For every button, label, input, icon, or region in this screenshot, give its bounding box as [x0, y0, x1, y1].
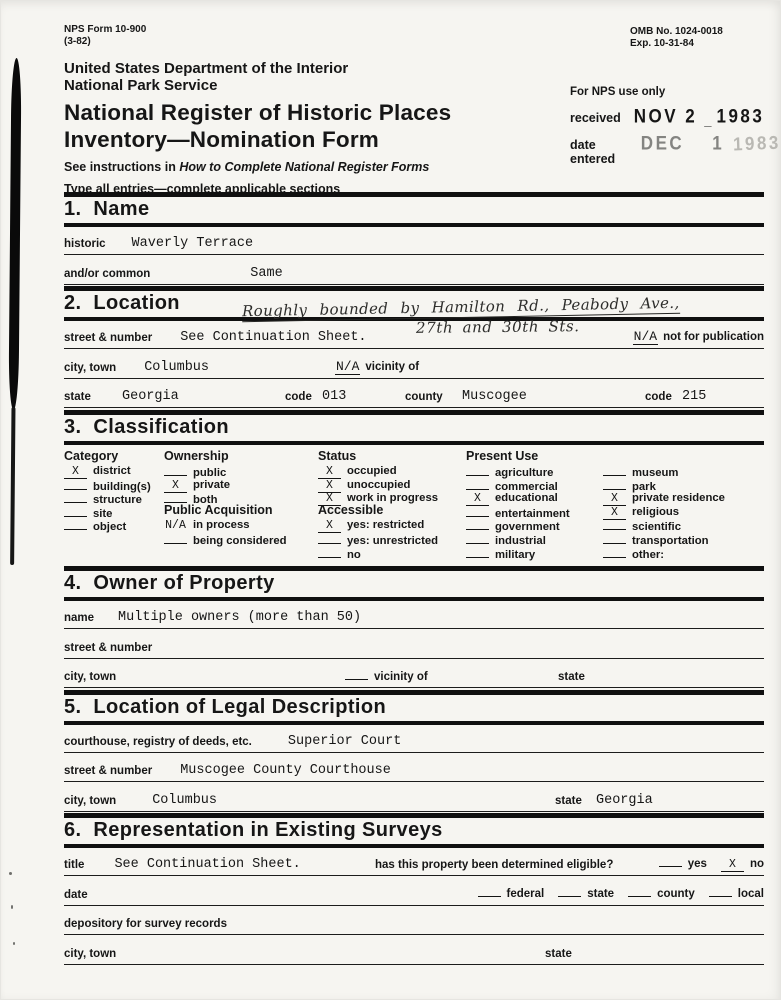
vicinity-label: vicinity of	[365, 360, 420, 373]
checkbox-mark	[466, 504, 489, 517]
checkbox-educational	[466, 490, 603, 504]
agency-name: National Park Service	[64, 77, 218, 94]
checkbox-industrial	[466, 531, 603, 548]
checkbox-transportation	[603, 531, 709, 548]
owner-state-label: state	[558, 671, 585, 684]
section-6-title: 6. Representation in Existing Surveys	[64, 819, 443, 842]
checkbox-label: work in progress	[347, 492, 439, 505]
category-header: Category	[64, 448, 119, 463]
checkbox-scientific	[603, 517, 681, 534]
county-value: Muscogee	[462, 389, 527, 404]
checkbox-label: educational	[495, 492, 558, 505]
checkbox-label: being considered	[193, 535, 287, 548]
section-2-title: 2. Location	[64, 292, 180, 314]
entered-year-stamp: 1983	[732, 132, 781, 155]
ownership-header: Ownership	[164, 448, 229, 463]
section-6-header	[64, 813, 764, 848]
checkbox-label: park	[632, 480, 656, 493]
checkbox-label: county	[657, 887, 695, 900]
checkbox-mark	[466, 463, 489, 476]
checkbox-label: government	[495, 521, 560, 534]
survey-city-label: city, town	[64, 947, 117, 960]
section-1-header	[64, 192, 764, 227]
vicinity-group	[335, 359, 419, 375]
instructions-prefix: See instructions in	[64, 160, 176, 174]
checkbox-mark	[466, 477, 489, 490]
section-3-title: 3. Classification	[64, 415, 230, 438]
section-4-title: 4. Owner of Property	[64, 572, 275, 595]
ownership-column	[164, 450, 318, 559]
checkbox-eligible-yes	[659, 854, 707, 872]
checkbox-district	[64, 463, 164, 477]
public-acquisition-header: Public Acquisition	[164, 502, 273, 517]
legal-city-row	[64, 784, 764, 812]
received-year-stamp: 1983	[716, 105, 765, 128]
checkbox-label: local	[737, 887, 764, 900]
historic-label: historic	[64, 238, 106, 250]
checkbox-mark: X	[721, 859, 744, 872]
state-value: Georgia	[122, 389, 179, 404]
not-for-publication-na: N/A	[633, 329, 658, 344]
checkbox-mark	[466, 531, 489, 544]
checkbox-label: private residence	[632, 492, 725, 505]
checkbox-mark	[466, 517, 489, 530]
omb-block	[630, 26, 723, 49]
instructions-line2: Type all entries—complete applicable sections	[64, 181, 341, 196]
form-title-line2: Inventory—Nomination Form	[64, 126, 380, 152]
status-column	[318, 450, 466, 559]
checkbox-mark	[164, 531, 187, 544]
entered-month-stamp: DEC	[640, 132, 685, 155]
checkbox-park	[603, 477, 656, 491]
section-1-title: 1. Name	[64, 198, 150, 220]
checkbox-label: other:	[632, 548, 665, 561]
owner-name-label: name	[64, 612, 95, 625]
date-entered-line	[570, 132, 781, 166]
checkbox-mark-na: N/A	[165, 519, 186, 533]
checkbox-mark	[709, 884, 732, 897]
owner-name-value: Multiple owners (more than 50)	[118, 610, 362, 626]
handwritten-boundary-line1: Roughly bounded by Hamilton Rd., Peabody Ave.,	[241, 293, 680, 321]
legal-state-label: state	[555, 794, 582, 807]
checkbox-label: occupied	[347, 465, 397, 478]
legal-street-label: street & number	[64, 765, 153, 778]
common-name-row	[64, 257, 764, 285]
present-use-header: Present Use	[466, 448, 539, 463]
eligible-answer-group	[645, 854, 764, 872]
form-body	[0, 192, 781, 965]
checkbox-label: scientific	[632, 521, 681, 534]
section-4-header	[64, 566, 764, 601]
omb-expiration: Exp. 10-31-84	[630, 37, 694, 49]
checkbox-label: industrial	[495, 535, 546, 548]
checkbox-occupied	[318, 463, 466, 477]
nps-box-heading: For NPS use only	[570, 86, 666, 98]
checkbox-label: site	[93, 507, 113, 520]
checkbox-mark	[603, 517, 626, 530]
owner-vicinity-label: vicinity of	[374, 671, 428, 684]
checkbox-private-residence	[603, 490, 725, 504]
received-date-stamp: NOV 2	[633, 105, 698, 128]
county-code-label: code	[645, 391, 672, 403]
state-code-value: 013	[322, 389, 347, 404]
checkbox-yes-restricted	[318, 517, 466, 531]
accessible-header: Accessible	[318, 502, 384, 517]
checkbox-label: building(s)	[93, 480, 151, 493]
instructions-book-title: How to Complete National Register Forms	[179, 160, 430, 174]
owner-street-label: street & number	[64, 641, 153, 654]
street-number-row	[64, 321, 764, 349]
checkbox-mark	[603, 463, 626, 476]
street-number-value: See Continuation Sheet.	[180, 330, 367, 345]
nps-use-only-box	[570, 86, 781, 166]
checkbox-label: yes: restricted	[347, 519, 425, 532]
not-for-publication-group	[633, 329, 764, 345]
survey-level-group	[464, 884, 765, 902]
survey-state-label: state	[545, 947, 572, 960]
checkbox-religious	[603, 504, 679, 518]
date-entered-label: date entered	[570, 138, 616, 166]
city-town-label: city, town	[64, 361, 117, 374]
checkbox-private	[164, 477, 318, 491]
depository-row	[64, 907, 764, 935]
present-use-column	[466, 450, 764, 559]
checkbox-other	[603, 545, 664, 559]
owner-vicinity-group	[345, 667, 428, 684]
checkbox-mark	[603, 477, 626, 490]
classification-grid	[64, 445, 764, 567]
checkbox-object	[64, 517, 164, 534]
county-code-value: 215	[682, 389, 707, 404]
checkbox-mark	[318, 545, 341, 558]
checkbox-label: museum	[632, 467, 679, 480]
courthouse-label: courthouse, registry of deeds, etc.	[64, 735, 252, 748]
checkbox-mark: X	[318, 480, 341, 493]
checkbox-entertainment	[466, 504, 603, 518]
vicinity-na: N/A	[336, 358, 360, 374]
checkbox-local	[709, 884, 764, 902]
form-number: NPS Form 10-900	[64, 24, 147, 35]
checkbox-label: yes	[687, 858, 707, 871]
checkbox-label: district	[93, 465, 131, 478]
checkbox-label: no	[749, 858, 764, 871]
checkbox-county	[628, 884, 695, 902]
survey-date-row	[64, 878, 764, 906]
historic-name-row	[64, 227, 764, 255]
department-name: United States Department of the Interior	[64, 60, 349, 77]
checkbox-label: state	[587, 887, 615, 900]
checkbox-label: no	[347, 548, 361, 561]
checkbox-mark	[628, 884, 651, 897]
checkbox-label: commercial	[495, 480, 558, 493]
courthouse-value: Superior Court	[287, 733, 402, 749]
checkbox-mark	[64, 490, 87, 503]
checkbox-mark	[478, 884, 501, 897]
stamp-dash: _	[704, 113, 712, 128]
checkbox-in-process	[164, 517, 318, 531]
checkbox-mark	[659, 854, 682, 867]
owner-street-row	[64, 631, 764, 659]
checkbox-mark: X	[318, 466, 341, 479]
eligible-question-label: has this property been determined eligible?	[375, 859, 614, 872]
checkbox-label: military	[495, 548, 536, 561]
checkbox-label: private	[193, 478, 231, 491]
form-title-line1: National Register of Historic Places	[64, 100, 452, 125]
checkbox-label: agriculture	[495, 467, 554, 480]
checkbox-mark	[164, 490, 187, 503]
checkbox-mark	[603, 545, 626, 558]
form-header	[0, 0, 781, 196]
checkbox-mark	[558, 884, 581, 897]
checkbox-public	[164, 463, 318, 480]
checkbox-mark	[318, 531, 341, 544]
state-label: state	[64, 391, 91, 403]
checkbox-mark	[603, 531, 626, 544]
owner-city-label: city, town	[64, 671, 117, 684]
checkbox-agriculture	[466, 463, 603, 480]
checkbox-mark: X	[466, 493, 489, 506]
checkbox-label: entertainment	[495, 507, 570, 520]
owner-name-row	[64, 601, 764, 629]
historic-value: Waverly Terrace	[131, 236, 254, 251]
checkbox-label: religious	[632, 505, 680, 518]
not-for-publication-label: not for publication	[663, 331, 764, 343]
checkbox-label: yes: unrestricted	[347, 535, 439, 548]
category-column	[64, 450, 164, 559]
checkbox-both	[164, 490, 318, 507]
state-code-label: code	[285, 391, 312, 403]
form-revision: (3-82)	[64, 35, 91, 47]
checkbox-mark: X	[64, 466, 87, 479]
survey-city-row	[64, 937, 764, 965]
checkbox-label: public	[193, 467, 227, 480]
section-5-header	[64, 690, 764, 725]
checkbox-mark: X	[603, 493, 626, 506]
received-line	[570, 105, 781, 128]
scan-speck	[11, 905, 13, 909]
checkbox-mark	[164, 463, 187, 476]
checkbox-mark	[345, 667, 368, 680]
checkbox-label: both	[193, 494, 218, 507]
checkbox-work-in-progress	[318, 490, 466, 504]
courthouse-row	[64, 725, 764, 753]
checkbox-mark: X	[164, 480, 187, 493]
checkbox-mark	[64, 477, 87, 490]
state-row	[64, 380, 764, 408]
legal-city-value: Columbus	[152, 792, 217, 808]
checkbox-label: federal	[506, 887, 545, 900]
legal-city-label: city, town	[64, 794, 117, 807]
common-name-label: and/or common	[64, 267, 151, 280]
legal-street-row	[64, 754, 764, 782]
owner-city-row	[64, 660, 764, 688]
survey-date-label: date	[64, 888, 88, 901]
checkbox-yes-unrestricted	[318, 531, 466, 548]
legal-street-value: Muscogee County Courthouse	[180, 763, 391, 779]
scan-speck	[9, 872, 12, 875]
city-town-value: Columbus	[144, 359, 209, 375]
checkbox-mark: X	[318, 493, 341, 506]
depository-label: depository for survey records	[64, 918, 227, 931]
checkbox-mark	[466, 545, 489, 558]
checkbox-state	[558, 884, 614, 902]
common-name-value: Same	[250, 265, 283, 281]
checkbox-label: unoccupied	[347, 478, 411, 491]
legal-state-value: Georgia	[596, 792, 653, 808]
checkbox-label: transportation	[632, 535, 709, 548]
checkbox-eligible-no	[721, 854, 764, 872]
status-header: Status	[318, 448, 357, 463]
survey-title-value: See Continuation Sheet.	[114, 857, 301, 873]
checkbox-unoccupied	[318, 477, 466, 491]
checkbox-federal	[478, 884, 545, 902]
section-5-title: 5. Location of Legal Description	[64, 695, 387, 718]
checkbox-government	[466, 517, 603, 534]
checkbox-buildings	[64, 477, 164, 491]
checkbox-mark	[64, 517, 87, 530]
survey-title-row	[64, 848, 764, 876]
checkbox-mark	[64, 504, 87, 517]
checkbox-label: in process	[193, 519, 250, 532]
county-label: county	[405, 391, 443, 403]
checkbox-mark: X	[603, 507, 626, 520]
checkbox-label: structure	[93, 494, 142, 507]
checkbox-being-considered	[164, 531, 318, 548]
section-3-header	[64, 410, 764, 445]
checkbox-label: object	[93, 521, 127, 534]
city-town-row	[64, 351, 764, 379]
omb-number: OMB No. 1024-0018	[630, 26, 723, 37]
received-label: received	[570, 111, 621, 125]
scan-speck	[13, 942, 15, 945]
survey-title-label: title	[64, 859, 85, 872]
checkbox-military	[466, 545, 603, 559]
entered-day-stamp: 1	[712, 132, 725, 155]
checkbox-museum	[603, 463, 679, 480]
checkbox-mark: X	[318, 520, 341, 533]
handwritten-boundary-line2: 27th and 30th Sts.	[415, 317, 580, 337]
street-number-label: street & number	[64, 332, 153, 344]
checkbox-commercial	[466, 477, 603, 491]
